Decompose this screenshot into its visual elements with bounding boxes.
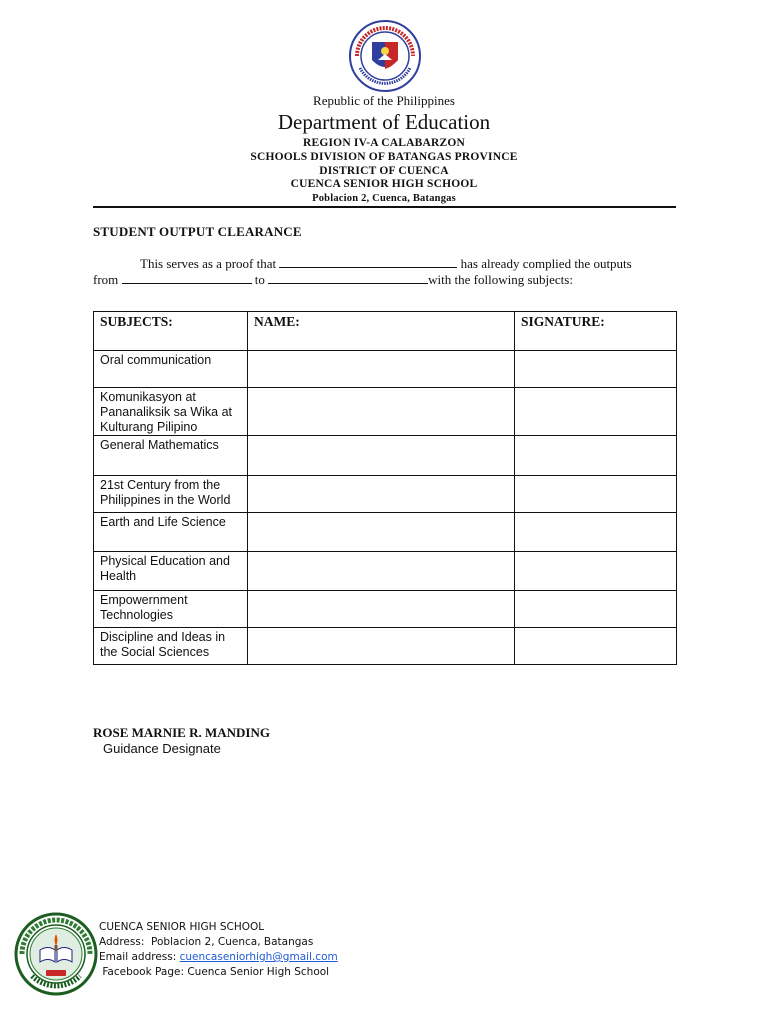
signature-cell[interactable] xyxy=(515,552,677,591)
footer-facebook-row xyxy=(99,965,338,980)
table-row xyxy=(94,351,677,388)
table-row xyxy=(94,476,677,513)
table-row xyxy=(94,388,677,436)
from-date-blank[interactable] xyxy=(122,271,252,284)
name-cell[interactable] xyxy=(248,552,515,591)
footer-school: CUENCA SENIOR HIGH SCHOOL xyxy=(99,921,265,933)
table-row xyxy=(94,552,677,591)
footer-address-label: Address: xyxy=(99,936,145,948)
table-row xyxy=(94,513,677,552)
subjects-header: SUBJECTS: xyxy=(94,312,248,351)
table-row xyxy=(94,591,677,628)
subject-cell: Physical Education and Health xyxy=(94,552,248,591)
department-title: Department of Education xyxy=(277,110,491,134)
name-header: NAME: xyxy=(248,312,515,351)
from-text: from xyxy=(93,272,119,287)
signature-cell[interactable] xyxy=(515,351,677,388)
deped-seal-logo xyxy=(346,20,424,92)
period-line xyxy=(93,271,676,288)
subject-cell: Earth and Life Science xyxy=(94,513,248,552)
header-divider xyxy=(93,206,676,208)
name-cell[interactable] xyxy=(248,591,515,628)
name-cell[interactable] xyxy=(248,388,515,436)
signatory-role: Guidance Designate xyxy=(103,741,221,756)
subject-cell: Oral communication xyxy=(94,351,248,388)
subjects-table xyxy=(93,311,677,665)
name-cell[interactable] xyxy=(248,476,515,513)
name-cell[interactable] xyxy=(248,513,515,552)
name-cell[interactable] xyxy=(248,351,515,388)
to-text: to xyxy=(254,272,265,287)
signature-cell[interactable] xyxy=(515,436,677,476)
subject-cell: General Mathematics xyxy=(94,436,248,476)
footer-email-row xyxy=(99,950,338,965)
district-line: DISTRICT OF CUENCA xyxy=(319,165,449,177)
footer-contact xyxy=(99,920,338,980)
signature-cell[interactable] xyxy=(515,513,677,552)
table-row xyxy=(94,436,677,476)
republic-line: Republic of the Philippines xyxy=(313,93,455,108)
to-date-blank[interactable] xyxy=(268,271,428,284)
footer-facebook-label: Facebook Page: xyxy=(102,966,184,978)
table-row xyxy=(94,628,677,665)
email-link[interactable]: cuencaseniorhigh@gmail.com xyxy=(179,951,338,963)
subject-cell: 21st Century from the Philippines in the World xyxy=(94,476,248,513)
table-header-row xyxy=(94,312,677,351)
footer-facebook: Cuenca Senior High School xyxy=(187,966,330,978)
subject-cell: Empowernment Technologies xyxy=(94,591,248,628)
division-line: SCHOOLS DIVISION OF BATANGAS PROVINCE xyxy=(250,151,518,163)
signature-header: SIGNATURE: xyxy=(515,312,677,351)
name-cell[interactable] xyxy=(248,628,515,665)
subjects-text: with the following subjects: xyxy=(428,272,573,287)
region-line: REGION IV-A CALABARZON xyxy=(302,137,465,149)
signature-cell[interactable] xyxy=(515,476,677,513)
signatory-name: ROSE MARNIE R. MANDING xyxy=(93,725,270,740)
subject-cell: Discipline and Ideas in the Social Sciences xyxy=(94,628,248,665)
school-line: CUENCA SENIOR HIGH SCHOOL xyxy=(290,178,478,190)
subject-cell: Komunikasyon at Pananaliksik sa Wika at Kulturang Pilipino xyxy=(94,388,248,436)
form-title: STUDENT OUTPUT CLEARANCE xyxy=(93,224,302,239)
proof-text-b: has already complied the outputs xyxy=(460,256,632,271)
proof-line xyxy=(93,255,676,272)
footer-address: Poblacion 2, Cuenca, Batangas xyxy=(151,936,314,948)
name-cell[interactable] xyxy=(248,436,515,476)
footer-email-label: Email address: xyxy=(99,951,177,963)
signature-cell[interactable] xyxy=(515,388,677,436)
school-logo xyxy=(14,912,98,996)
student-name-blank[interactable] xyxy=(279,255,457,268)
signature-cell[interactable] xyxy=(515,591,677,628)
footer-address-row xyxy=(99,935,338,950)
signature-cell[interactable] xyxy=(515,628,677,665)
proof-text-a: This serves as a proof that xyxy=(140,256,277,271)
address-line: Poblacion 2, Cuenca, Batangas xyxy=(312,193,456,204)
